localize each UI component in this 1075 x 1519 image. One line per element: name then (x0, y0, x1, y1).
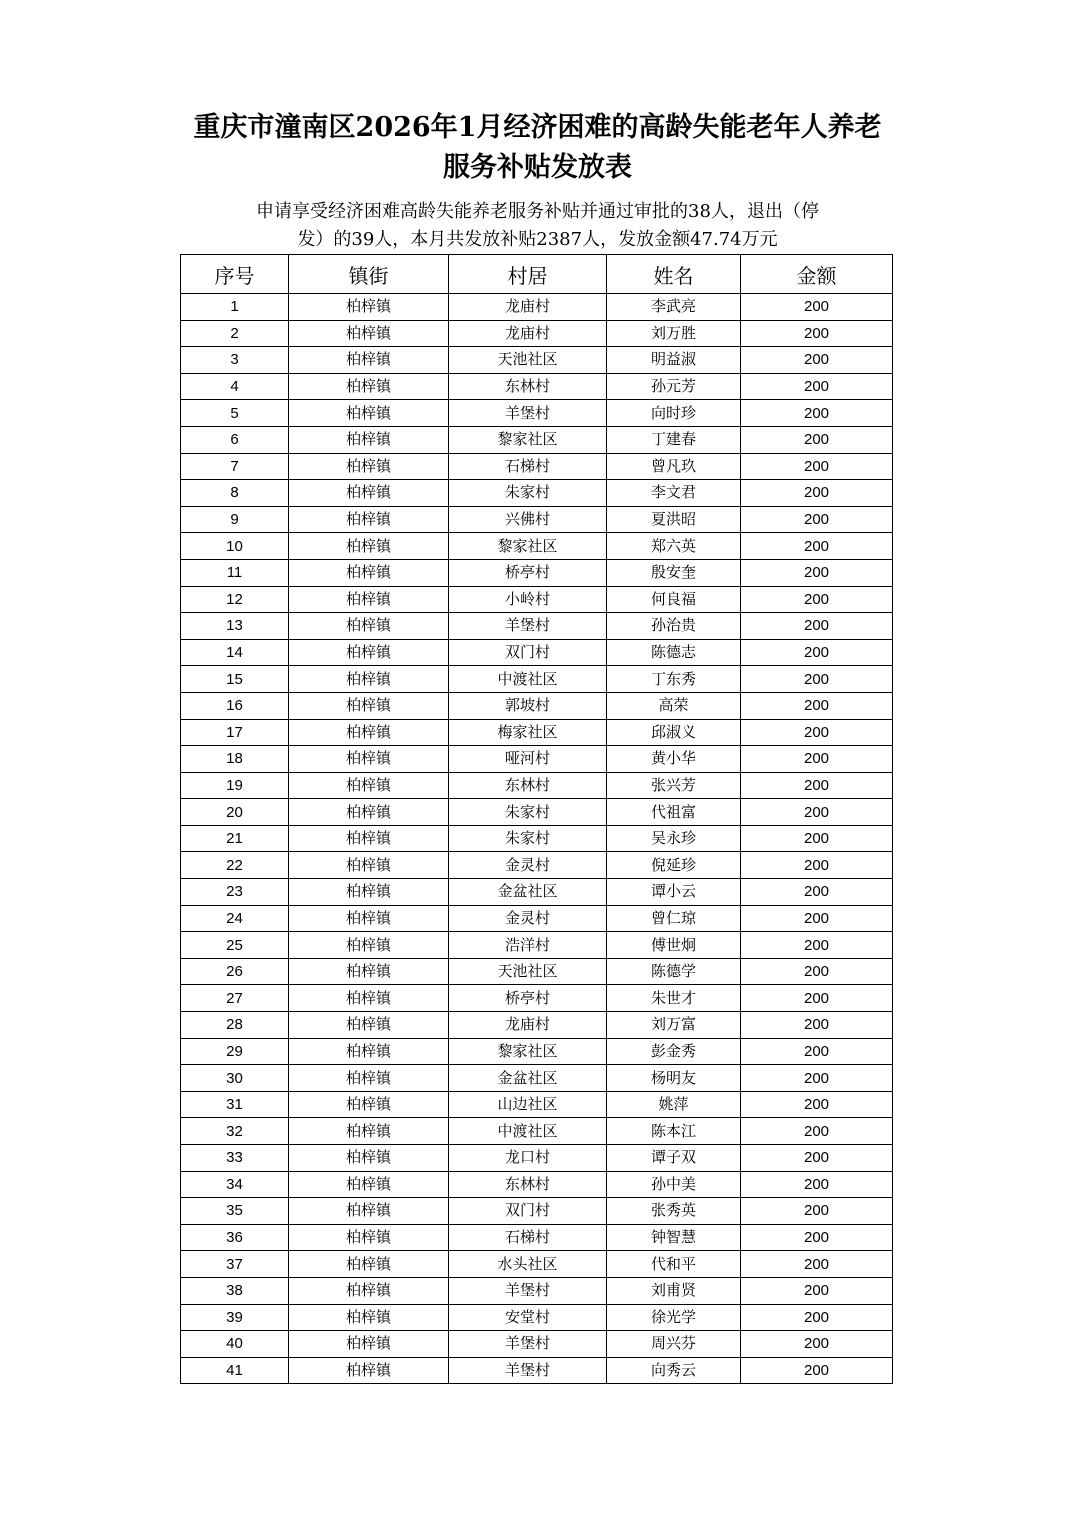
town-cell: 柏梓镇 (289, 347, 449, 374)
serial-cell: 12 (181, 586, 289, 613)
serial-cell: 11 (181, 559, 289, 586)
town-cell: 柏梓镇 (289, 1331, 449, 1358)
village-cell: 安堂村 (449, 1304, 607, 1331)
table-row (181, 1357, 893, 1384)
amount-cell: 200 (741, 613, 893, 640)
name-cell: 杨明友 (607, 1065, 741, 1092)
serial-cell: 16 (181, 692, 289, 719)
serial-cell: 24 (181, 905, 289, 932)
town-cell: 柏梓镇 (289, 506, 449, 533)
amount-cell: 200 (741, 746, 893, 773)
amount-cell: 200 (741, 480, 893, 507)
name-cell: 傅世炯 (607, 932, 741, 959)
town-cell: 柏梓镇 (289, 586, 449, 613)
serial-cell: 3 (181, 347, 289, 374)
amount-cell: 200 (741, 426, 893, 453)
amount-cell: 200 (741, 320, 893, 347)
table-row (181, 746, 893, 773)
town-cell: 柏梓镇 (289, 453, 449, 480)
serial-cell: 34 (181, 1171, 289, 1198)
serial-cell: 30 (181, 1065, 289, 1092)
table-row (181, 692, 893, 719)
table-row (181, 613, 893, 640)
column-header-village: 村居 (449, 255, 607, 294)
serial-cell: 1 (181, 294, 289, 321)
village-cell: 朱家村 (449, 480, 607, 507)
name-cell: 陈德学 (607, 958, 741, 985)
table-row (181, 772, 893, 799)
village-cell: 金盆社区 (449, 1065, 607, 1092)
serial-cell: 6 (181, 426, 289, 453)
name-cell: 张秀英 (607, 1198, 741, 1225)
town-cell: 柏梓镇 (289, 426, 449, 453)
village-cell: 黎家社区 (449, 1038, 607, 1065)
serial-cell: 32 (181, 1118, 289, 1145)
table-row (181, 825, 893, 852)
serial-cell: 31 (181, 1091, 289, 1118)
table-row (181, 506, 893, 533)
name-cell: 孙治贵 (607, 613, 741, 640)
town-cell: 柏梓镇 (289, 1038, 449, 1065)
amount-cell: 200 (741, 799, 893, 826)
name-cell: 徐光学 (607, 1304, 741, 1331)
amount-cell: 200 (741, 1304, 893, 1331)
amount-cell: 200 (741, 1091, 893, 1118)
serial-cell: 40 (181, 1331, 289, 1358)
amount-cell: 200 (741, 932, 893, 959)
amount-cell: 200 (741, 879, 893, 906)
village-cell: 浩洋村 (449, 932, 607, 959)
serial-cell: 29 (181, 1038, 289, 1065)
name-cell: 明益淑 (607, 347, 741, 374)
village-cell: 桥亭村 (449, 559, 607, 586)
serial-cell: 23 (181, 879, 289, 906)
table-row (181, 559, 893, 586)
name-cell: 倪延珍 (607, 852, 741, 879)
town-cell: 柏梓镇 (289, 799, 449, 826)
village-cell: 龙口村 (449, 1145, 607, 1172)
table-row (181, 905, 893, 932)
amount-cell: 200 (741, 533, 893, 560)
table-row (181, 879, 893, 906)
table-row (181, 1038, 893, 1065)
amount-cell: 200 (741, 772, 893, 799)
village-cell: 兴佛村 (449, 506, 607, 533)
amount-cell: 200 (741, 985, 893, 1012)
table-row (181, 426, 893, 453)
amount-cell: 200 (741, 719, 893, 746)
village-cell: 羊堡村 (449, 613, 607, 640)
town-cell: 柏梓镇 (289, 1198, 449, 1225)
town-cell: 柏梓镇 (289, 905, 449, 932)
serial-cell: 25 (181, 932, 289, 959)
name-cell: 邱淑义 (607, 719, 741, 746)
village-cell: 郭坡村 (449, 692, 607, 719)
table-body (181, 294, 893, 1384)
town-cell: 柏梓镇 (289, 320, 449, 347)
village-cell: 龙庙村 (449, 1012, 607, 1039)
table-row (181, 1331, 893, 1358)
village-cell: 金灵村 (449, 852, 607, 879)
village-cell: 山边社区 (449, 1091, 607, 1118)
table-row (181, 1251, 893, 1278)
column-header-serial: 序号 (181, 255, 289, 294)
town-cell: 柏梓镇 (289, 958, 449, 985)
table-row (181, 958, 893, 985)
village-cell: 羊堡村 (449, 1357, 607, 1384)
town-cell: 柏梓镇 (289, 400, 449, 427)
serial-cell: 13 (181, 613, 289, 640)
village-cell: 东林村 (449, 1171, 607, 1198)
village-cell: 天池社区 (449, 347, 607, 374)
town-cell: 柏梓镇 (289, 559, 449, 586)
village-cell: 天池社区 (449, 958, 607, 985)
name-cell: 代和平 (607, 1251, 741, 1278)
village-cell: 黎家社区 (449, 533, 607, 560)
document-title-line-2: 服务补贴发放表 (443, 152, 632, 183)
serial-cell: 22 (181, 852, 289, 879)
serial-cell: 38 (181, 1277, 289, 1304)
summary-line-2: 发）的39人，本月共发放补贴2387人，发放金额47.74万元 (297, 229, 778, 250)
document-title (150, 108, 925, 188)
serial-cell: 33 (181, 1145, 289, 1172)
serial-cell: 2 (181, 320, 289, 347)
village-cell: 羊堡村 (449, 1277, 607, 1304)
serial-cell: 41 (181, 1357, 289, 1384)
column-header-town: 镇街 (289, 255, 449, 294)
town-cell: 柏梓镇 (289, 480, 449, 507)
village-cell: 桥亭村 (449, 985, 607, 1012)
document-title-line-1: 重庆市潼南区2026年1月经济困难的高龄失能老年人养老 (193, 112, 882, 143)
village-cell: 石梯村 (449, 453, 607, 480)
serial-cell: 39 (181, 1304, 289, 1331)
amount-cell: 200 (741, 1277, 893, 1304)
name-cell: 曾仁琼 (607, 905, 741, 932)
name-cell: 黄小华 (607, 746, 741, 773)
amount-cell: 200 (741, 1251, 893, 1278)
amount-cell: 200 (741, 347, 893, 374)
name-cell: 吴永珍 (607, 825, 741, 852)
village-cell: 水头社区 (449, 1251, 607, 1278)
amount-cell: 200 (741, 639, 893, 666)
amount-cell: 200 (741, 1224, 893, 1251)
town-cell: 柏梓镇 (289, 1145, 449, 1172)
name-cell: 丁东秀 (607, 666, 741, 693)
amount-cell: 200 (741, 958, 893, 985)
village-cell: 中渡社区 (449, 666, 607, 693)
name-cell: 朱世才 (607, 985, 741, 1012)
village-cell: 羊堡村 (449, 400, 607, 427)
summary-paragraph (190, 198, 885, 254)
table-row (181, 799, 893, 826)
town-cell: 柏梓镇 (289, 985, 449, 1012)
table-row (181, 1171, 893, 1198)
serial-cell: 37 (181, 1251, 289, 1278)
table-row (181, 294, 893, 321)
amount-cell: 200 (741, 373, 893, 400)
town-cell: 柏梓镇 (289, 639, 449, 666)
name-cell: 刘万富 (607, 1012, 741, 1039)
table-row (181, 1304, 893, 1331)
name-cell: 谭小云 (607, 879, 741, 906)
town-cell: 柏梓镇 (289, 1091, 449, 1118)
serial-cell: 18 (181, 746, 289, 773)
name-cell: 李文君 (607, 480, 741, 507)
village-cell: 龙庙村 (449, 294, 607, 321)
table-row (181, 1145, 893, 1172)
serial-cell: 35 (181, 1198, 289, 1225)
amount-cell: 200 (741, 1171, 893, 1198)
table-row (181, 1198, 893, 1225)
village-cell: 石梯村 (449, 1224, 607, 1251)
table-header-row (181, 255, 893, 294)
name-cell: 殷安奎 (607, 559, 741, 586)
serial-cell: 21 (181, 825, 289, 852)
village-cell: 金灵村 (449, 905, 607, 932)
name-cell: 曾凡玖 (607, 453, 741, 480)
name-cell: 彭金秀 (607, 1038, 741, 1065)
village-cell: 羊堡村 (449, 1331, 607, 1358)
town-cell: 柏梓镇 (289, 1251, 449, 1278)
column-header-amount: 金额 (741, 255, 893, 294)
name-cell: 刘甫贤 (607, 1277, 741, 1304)
name-cell: 孙中美 (607, 1171, 741, 1198)
table-row (181, 852, 893, 879)
amount-cell: 200 (741, 586, 893, 613)
village-cell: 东林村 (449, 772, 607, 799)
name-cell: 张兴芳 (607, 772, 741, 799)
serial-cell: 20 (181, 799, 289, 826)
village-cell: 双门村 (449, 1198, 607, 1225)
column-header-name: 姓名 (607, 255, 741, 294)
name-cell: 孙元芳 (607, 373, 741, 400)
table-row (181, 480, 893, 507)
village-cell: 黎家社区 (449, 426, 607, 453)
town-cell: 柏梓镇 (289, 879, 449, 906)
amount-cell: 200 (741, 1331, 893, 1358)
amount-cell: 200 (741, 1065, 893, 1092)
table-row (181, 347, 893, 374)
village-cell: 朱家村 (449, 825, 607, 852)
town-cell: 柏梓镇 (289, 294, 449, 321)
serial-cell: 26 (181, 958, 289, 985)
town-cell: 柏梓镇 (289, 692, 449, 719)
name-cell: 夏洪昭 (607, 506, 741, 533)
name-cell: 郑六英 (607, 533, 741, 560)
table-row (181, 1118, 893, 1145)
table-row (181, 1224, 893, 1251)
name-cell: 周兴芬 (607, 1331, 741, 1358)
amount-cell: 200 (741, 852, 893, 879)
amount-cell: 200 (741, 1357, 893, 1384)
name-cell: 谭子双 (607, 1145, 741, 1172)
table-row (181, 1012, 893, 1039)
table-row (181, 1091, 893, 1118)
amount-cell: 200 (741, 1118, 893, 1145)
village-cell: 梅家社区 (449, 719, 607, 746)
amount-cell: 200 (741, 1198, 893, 1225)
town-cell: 柏梓镇 (289, 1065, 449, 1092)
table-row (181, 400, 893, 427)
amount-cell: 200 (741, 1145, 893, 1172)
town-cell: 柏梓镇 (289, 1277, 449, 1304)
village-cell: 哑河村 (449, 746, 607, 773)
table-row (181, 320, 893, 347)
town-cell: 柏梓镇 (289, 1171, 449, 1198)
serial-cell: 9 (181, 506, 289, 533)
summary-line-1: 申请享受经济困难高龄失能养老服务补贴并通过审批的38人，退出（停 (256, 201, 819, 222)
name-cell: 刘万胜 (607, 320, 741, 347)
table-row (181, 373, 893, 400)
name-cell: 高荣 (607, 692, 741, 719)
town-cell: 柏梓镇 (289, 1012, 449, 1039)
village-cell: 东林村 (449, 373, 607, 400)
serial-cell: 4 (181, 373, 289, 400)
table-row (181, 1277, 893, 1304)
serial-cell: 28 (181, 1012, 289, 1039)
serial-cell: 5 (181, 400, 289, 427)
name-cell: 何良福 (607, 586, 741, 613)
serial-cell: 8 (181, 480, 289, 507)
serial-cell: 17 (181, 719, 289, 746)
table-row (181, 453, 893, 480)
name-cell: 向时珍 (607, 400, 741, 427)
amount-cell: 200 (741, 506, 893, 533)
serial-cell: 7 (181, 453, 289, 480)
serial-cell: 14 (181, 639, 289, 666)
table-row (181, 666, 893, 693)
town-cell: 柏梓镇 (289, 533, 449, 560)
town-cell: 柏梓镇 (289, 772, 449, 799)
serial-cell: 27 (181, 985, 289, 1012)
name-cell: 李武亮 (607, 294, 741, 321)
town-cell: 柏梓镇 (289, 1118, 449, 1145)
village-cell: 小岭村 (449, 586, 607, 613)
village-cell: 龙庙村 (449, 320, 607, 347)
serial-cell: 15 (181, 666, 289, 693)
name-cell: 姚萍 (607, 1091, 741, 1118)
table-row (181, 932, 893, 959)
serial-cell: 10 (181, 533, 289, 560)
amount-cell: 200 (741, 1012, 893, 1039)
table-row (181, 586, 893, 613)
town-cell: 柏梓镇 (289, 1357, 449, 1384)
town-cell: 柏梓镇 (289, 613, 449, 640)
village-cell: 朱家村 (449, 799, 607, 826)
town-cell: 柏梓镇 (289, 666, 449, 693)
town-cell: 柏梓镇 (289, 373, 449, 400)
name-cell: 陈德志 (607, 639, 741, 666)
table-row (181, 719, 893, 746)
name-cell: 向秀云 (607, 1357, 741, 1384)
town-cell: 柏梓镇 (289, 852, 449, 879)
amount-cell: 200 (741, 666, 893, 693)
serial-cell: 19 (181, 772, 289, 799)
amount-cell: 200 (741, 825, 893, 852)
village-cell: 双门村 (449, 639, 607, 666)
amount-cell: 200 (741, 905, 893, 932)
amount-cell: 200 (741, 294, 893, 321)
town-cell: 柏梓镇 (289, 932, 449, 959)
name-cell: 丁建春 (607, 426, 741, 453)
town-cell: 柏梓镇 (289, 746, 449, 773)
town-cell: 柏梓镇 (289, 825, 449, 852)
amount-cell: 200 (741, 559, 893, 586)
table-row (181, 985, 893, 1012)
name-cell: 钟智慧 (607, 1224, 741, 1251)
amount-cell: 200 (741, 453, 893, 480)
village-cell: 中渡社区 (449, 1118, 607, 1145)
village-cell: 金盆社区 (449, 879, 607, 906)
serial-cell: 36 (181, 1224, 289, 1251)
amount-cell: 200 (741, 1038, 893, 1065)
table-row (181, 639, 893, 666)
town-cell: 柏梓镇 (289, 1304, 449, 1331)
amount-cell: 200 (741, 400, 893, 427)
subsidy-table (180, 254, 893, 1384)
name-cell: 陈本江 (607, 1118, 741, 1145)
amount-cell: 200 (741, 692, 893, 719)
table-row (181, 533, 893, 560)
town-cell: 柏梓镇 (289, 1224, 449, 1251)
town-cell: 柏梓镇 (289, 719, 449, 746)
table-row (181, 1065, 893, 1092)
name-cell: 代祖富 (607, 799, 741, 826)
